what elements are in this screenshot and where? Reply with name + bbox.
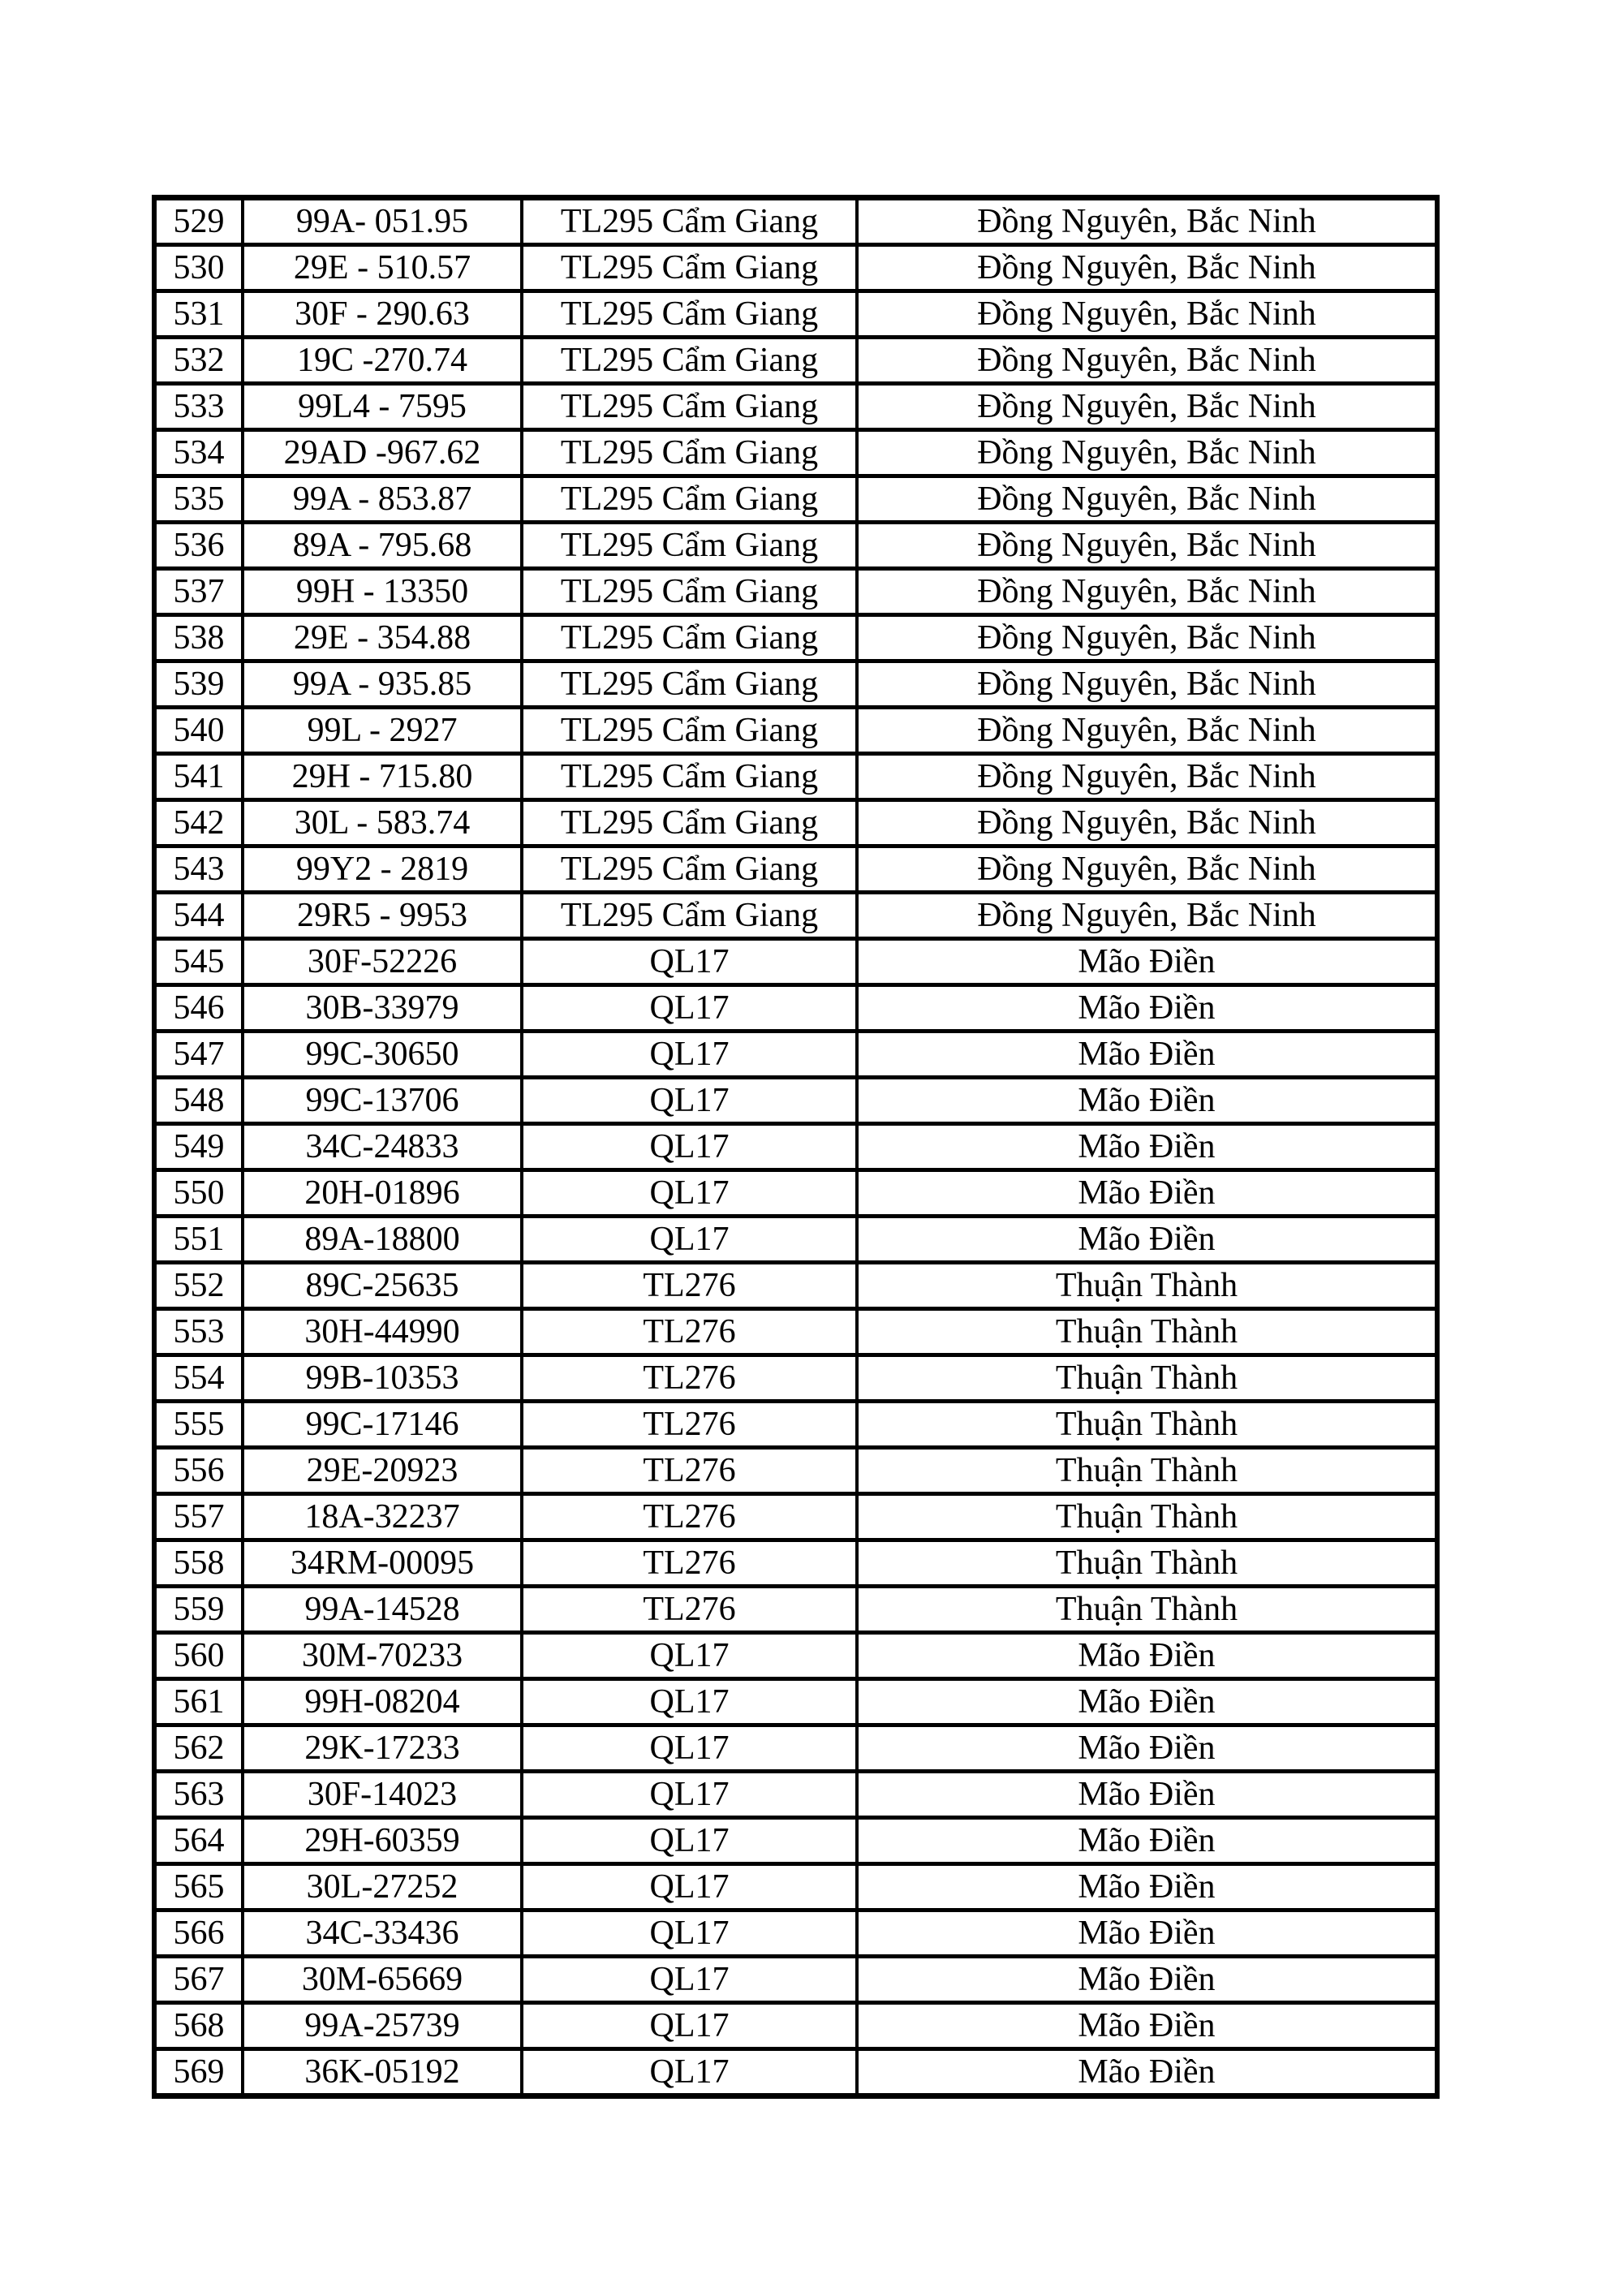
table-row [154, 1448, 1437, 1494]
road-cell: QL17 [522, 1957, 857, 2003]
plate-cell: 99A-25739 [243, 2003, 522, 2049]
table-row [154, 846, 1437, 893]
location-cell: Đồng Nguyên, Bắc Ninh [857, 476, 1437, 523]
row-index-cell: 544 [154, 893, 243, 939]
row-index-cell: 529 [154, 198, 243, 245]
table-row [154, 1864, 1437, 1910]
road-cell: QL17 [522, 1032, 857, 1078]
location-cell: Đồng Nguyên, Bắc Ninh [857, 384, 1437, 430]
row-index-cell: 555 [154, 1402, 243, 1448]
row-index-cell: 562 [154, 1725, 243, 1772]
plate-cell: 30F-52226 [243, 939, 522, 985]
table-row [154, 1587, 1437, 1633]
vehicle-table-body [154, 198, 1437, 2096]
road-cell: TL295 Cẩm Giang [522, 291, 857, 338]
plate-cell: 99A - 853.87 [243, 476, 522, 523]
plate-cell: 34RM-00095 [243, 1540, 522, 1587]
road-cell: QL17 [522, 1679, 857, 1725]
table-row [154, 1032, 1437, 1078]
location-cell: Mão Điền [857, 985, 1437, 1032]
road-cell: TL295 Cẩm Giang [522, 245, 857, 291]
road-cell: QL17 [522, 1124, 857, 1170]
road-cell: TL295 Cẩm Giang [522, 430, 857, 476]
row-index-cell: 548 [154, 1078, 243, 1124]
row-index-cell: 549 [154, 1124, 243, 1170]
plate-cell: 30L - 583.74 [243, 800, 522, 846]
row-index-cell: 543 [154, 846, 243, 893]
location-cell: Đồng Nguyên, Bắc Ninh [857, 846, 1437, 893]
table-row [154, 1540, 1437, 1587]
table-row [154, 1957, 1437, 2003]
table-row [154, 2049, 1437, 2096]
plate-cell: 99B-10353 [243, 1355, 522, 1402]
road-cell: TL295 Cẩm Giang [522, 708, 857, 754]
table-row [154, 1772, 1437, 1818]
location-cell: Thuận Thành [857, 1402, 1437, 1448]
table-row [154, 1494, 1437, 1540]
plate-cell: 30M-70233 [243, 1633, 522, 1679]
table-row [154, 2003, 1437, 2049]
location-cell: Đồng Nguyên, Bắc Ninh [857, 430, 1437, 476]
row-index-cell: 532 [154, 338, 243, 384]
road-cell: QL17 [522, 985, 857, 1032]
road-cell: QL17 [522, 1864, 857, 1910]
table-row [154, 1217, 1437, 1263]
row-index-cell: 545 [154, 939, 243, 985]
table-row [154, 1355, 1437, 1402]
road-cell: QL17 [522, 1633, 857, 1679]
plate-cell: 99A-14528 [243, 1587, 522, 1633]
plate-cell: 20H-01896 [243, 1170, 522, 1217]
row-index-cell: 547 [154, 1032, 243, 1078]
row-index-cell: 531 [154, 291, 243, 338]
road-cell: TL295 Cẩm Giang [522, 846, 857, 893]
row-index-cell: 536 [154, 523, 243, 569]
row-index-cell: 556 [154, 1448, 243, 1494]
location-cell: Mão Điền [857, 1633, 1437, 1679]
row-index-cell: 564 [154, 1818, 243, 1864]
plate-cell: 99H-08204 [243, 1679, 522, 1725]
road-cell: TL295 Cẩm Giang [522, 800, 857, 846]
row-index-cell: 552 [154, 1263, 243, 1309]
table-row [154, 708, 1437, 754]
row-index-cell: 537 [154, 569, 243, 615]
location-cell: Mão Điền [857, 1910, 1437, 1957]
plate-cell: 29H - 715.80 [243, 754, 522, 800]
location-cell: Đồng Nguyên, Bắc Ninh [857, 661, 1437, 708]
plate-cell: 99Y2 - 2819 [243, 846, 522, 893]
plate-cell: 99H - 13350 [243, 569, 522, 615]
vehicle-table [152, 195, 1440, 2099]
plate-cell: 99L4 - 7595 [243, 384, 522, 430]
table-row [154, 523, 1437, 569]
row-index-cell: 535 [154, 476, 243, 523]
table-row [154, 430, 1437, 476]
location-cell: Thuận Thành [857, 1540, 1437, 1587]
location-cell: Mão Điền [857, 1957, 1437, 2003]
location-cell: Mão Điền [857, 1864, 1437, 1910]
table-row [154, 1263, 1437, 1309]
road-cell: TL276 [522, 1355, 857, 1402]
row-index-cell: 560 [154, 1633, 243, 1679]
table-row [154, 1818, 1437, 1864]
plate-cell: 30F - 290.63 [243, 291, 522, 338]
road-cell: TL295 Cẩm Giang [522, 661, 857, 708]
plate-cell: 99L - 2927 [243, 708, 522, 754]
location-cell: Đồng Nguyên, Bắc Ninh [857, 754, 1437, 800]
location-cell: Đồng Nguyên, Bắc Ninh [857, 245, 1437, 291]
location-cell: Thuận Thành [857, 1494, 1437, 1540]
table-row [154, 615, 1437, 661]
road-cell: TL295 Cẩm Giang [522, 893, 857, 939]
row-index-cell: 557 [154, 1494, 243, 1540]
plate-cell: 29AD -967.62 [243, 430, 522, 476]
road-cell: TL295 Cẩm Giang [522, 384, 857, 430]
plate-cell: 29K-17233 [243, 1725, 522, 1772]
plate-cell: 34C-24833 [243, 1124, 522, 1170]
row-index-cell: 554 [154, 1355, 243, 1402]
location-cell: Đồng Nguyên, Bắc Ninh [857, 708, 1437, 754]
location-cell: Mão Điền [857, 1772, 1437, 1818]
table-row [154, 245, 1437, 291]
location-cell: Mão Điền [857, 2003, 1437, 2049]
table-row [154, 661, 1437, 708]
location-cell: Mão Điền [857, 1679, 1437, 1725]
row-index-cell: 563 [154, 1772, 243, 1818]
road-cell: TL276 [522, 1448, 857, 1494]
road-cell: QL17 [522, 1910, 857, 1957]
road-cell: TL276 [522, 1587, 857, 1633]
road-cell: TL295 Cẩm Giang [522, 338, 857, 384]
row-index-cell: 542 [154, 800, 243, 846]
location-cell: Mão Điền [857, 1818, 1437, 1864]
table-row [154, 1402, 1437, 1448]
location-cell: Đồng Nguyên, Bắc Ninh [857, 198, 1437, 245]
plate-cell: 99C-17146 [243, 1402, 522, 1448]
plate-cell: 29E-20923 [243, 1448, 522, 1494]
road-cell: QL17 [522, 1217, 857, 1263]
row-index-cell: 561 [154, 1679, 243, 1725]
location-cell: Thuận Thành [857, 1263, 1437, 1309]
table-row [154, 1633, 1437, 1679]
row-index-cell: 565 [154, 1864, 243, 1910]
plate-cell: 89C-25635 [243, 1263, 522, 1309]
table-row [154, 985, 1437, 1032]
location-cell: Mão Điền [857, 1078, 1437, 1124]
table-row [154, 1910, 1437, 1957]
road-cell: TL295 Cẩm Giang [522, 523, 857, 569]
row-index-cell: 541 [154, 754, 243, 800]
location-cell: Đồng Nguyên, Bắc Ninh [857, 338, 1437, 384]
location-cell: Mão Điền [857, 1032, 1437, 1078]
plate-cell: 29H-60359 [243, 1818, 522, 1864]
location-cell: Đồng Nguyên, Bắc Ninh [857, 523, 1437, 569]
plate-cell: 99C-30650 [243, 1032, 522, 1078]
plate-cell: 36K-05192 [243, 2049, 522, 2096]
row-index-cell: 538 [154, 615, 243, 661]
plate-cell: 29E - 354.88 [243, 615, 522, 661]
plate-cell: 29R5 - 9953 [243, 893, 522, 939]
row-index-cell: 533 [154, 384, 243, 430]
road-cell: TL295 Cẩm Giang [522, 476, 857, 523]
road-cell: TL276 [522, 1263, 857, 1309]
table-row [154, 1124, 1437, 1170]
road-cell: TL295 Cẩm Giang [522, 569, 857, 615]
row-index-cell: 566 [154, 1910, 243, 1957]
plate-cell: 89A - 795.68 [243, 523, 522, 569]
plate-cell: 99C-13706 [243, 1078, 522, 1124]
table-row [154, 800, 1437, 846]
plate-cell: 99A- 051.95 [243, 198, 522, 245]
row-index-cell: 568 [154, 2003, 243, 2049]
plate-cell: 30B-33979 [243, 985, 522, 1032]
table-row [154, 939, 1437, 985]
location-cell: Mão Điền [857, 1124, 1437, 1170]
location-cell: Đồng Nguyên, Bắc Ninh [857, 569, 1437, 615]
plate-cell: 99A - 935.85 [243, 661, 522, 708]
road-cell: TL276 [522, 1402, 857, 1448]
location-cell: Mão Điền [857, 939, 1437, 985]
location-cell: Đồng Nguyên, Bắc Ninh [857, 291, 1437, 338]
road-cell: TL276 [522, 1540, 857, 1587]
road-cell: TL276 [522, 1494, 857, 1540]
location-cell: Thuận Thành [857, 1355, 1437, 1402]
road-cell: TL295 Cẩm Giang [522, 198, 857, 245]
plate-cell: 34C-33436 [243, 1910, 522, 1957]
plate-cell: 18A-32237 [243, 1494, 522, 1540]
table-row [154, 476, 1437, 523]
table-row [154, 569, 1437, 615]
row-index-cell: 569 [154, 2049, 243, 2096]
plate-cell: 30F-14023 [243, 1772, 522, 1818]
table-row [154, 1309, 1437, 1355]
road-cell: QL17 [522, 2003, 857, 2049]
table-row [154, 291, 1437, 338]
location-cell: Thuận Thành [857, 1448, 1437, 1494]
row-index-cell: 567 [154, 1957, 243, 2003]
road-cell: QL17 [522, 1818, 857, 1864]
road-cell: QL17 [522, 1078, 857, 1124]
row-index-cell: 558 [154, 1540, 243, 1587]
location-cell: Mão Điền [857, 1170, 1437, 1217]
table-row [154, 338, 1437, 384]
road-cell: QL17 [522, 1772, 857, 1818]
road-cell: QL17 [522, 1725, 857, 1772]
location-cell: Mão Điền [857, 2049, 1437, 2096]
table-row [154, 198, 1437, 245]
location-cell: Thuận Thành [857, 1309, 1437, 1355]
table-row [154, 1078, 1437, 1124]
road-cell: QL17 [522, 1170, 857, 1217]
road-cell: QL17 [522, 939, 857, 985]
row-index-cell: 550 [154, 1170, 243, 1217]
row-index-cell: 539 [154, 661, 243, 708]
plate-cell: 30M-65669 [243, 1957, 522, 2003]
row-index-cell: 530 [154, 245, 243, 291]
plate-cell: 19C -270.74 [243, 338, 522, 384]
location-cell: Đồng Nguyên, Bắc Ninh [857, 893, 1437, 939]
table-row [154, 754, 1437, 800]
row-index-cell: 540 [154, 708, 243, 754]
row-index-cell: 559 [154, 1587, 243, 1633]
row-index-cell: 534 [154, 430, 243, 476]
table-row [154, 1679, 1437, 1725]
row-index-cell: 546 [154, 985, 243, 1032]
plate-cell: 29E - 510.57 [243, 245, 522, 291]
plate-cell: 30H-44990 [243, 1309, 522, 1355]
table-row [154, 893, 1437, 939]
location-cell: Mão Điền [857, 1725, 1437, 1772]
row-index-cell: 553 [154, 1309, 243, 1355]
location-cell: Thuận Thành [857, 1587, 1437, 1633]
location-cell: Đồng Nguyên, Bắc Ninh [857, 615, 1437, 661]
table-row [154, 1725, 1437, 1772]
row-index-cell: 551 [154, 1217, 243, 1263]
table-row [154, 384, 1437, 430]
road-cell: TL295 Cẩm Giang [522, 754, 857, 800]
table-row [154, 1170, 1437, 1217]
road-cell: TL295 Cẩm Giang [522, 615, 857, 661]
location-cell: Đồng Nguyên, Bắc Ninh [857, 800, 1437, 846]
road-cell: QL17 [522, 2049, 857, 2096]
plate-cell: 89A-18800 [243, 1217, 522, 1263]
road-cell: TL276 [522, 1309, 857, 1355]
plate-cell: 30L-27252 [243, 1864, 522, 1910]
location-cell: Mão Điền [857, 1217, 1437, 1263]
